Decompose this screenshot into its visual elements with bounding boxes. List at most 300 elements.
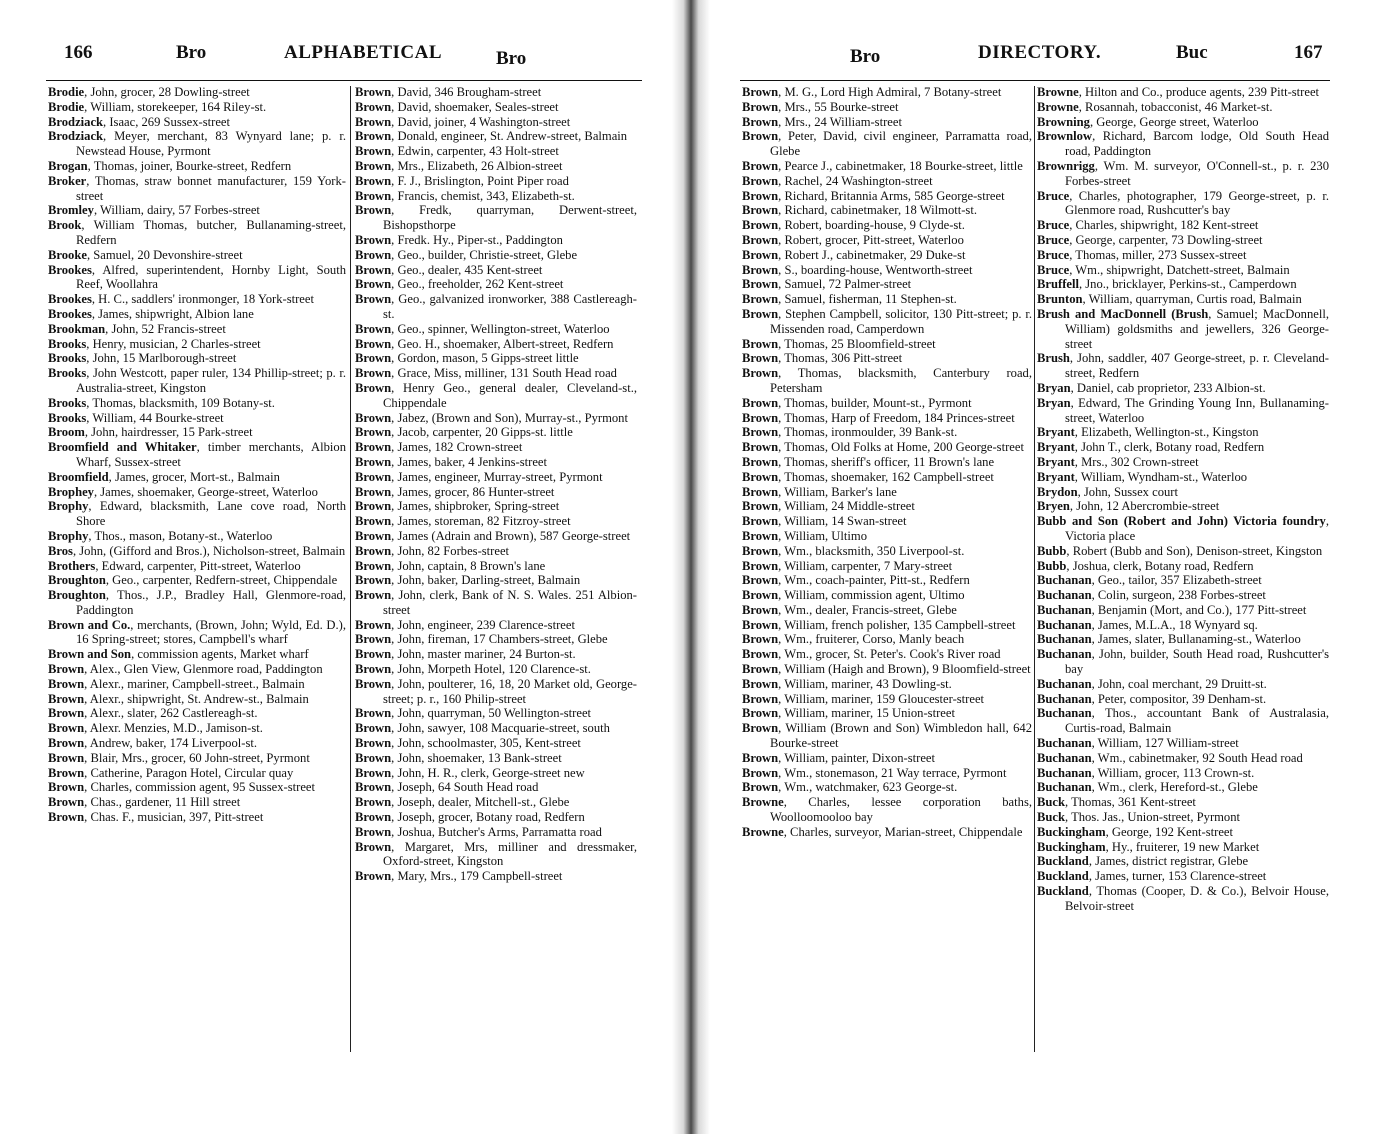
directory-entry	[355, 544, 637, 559]
entry-surname: Brown	[355, 558, 392, 573]
entry-details: , M. G., Lord High Admiral, 7 Botany-street	[778, 85, 1002, 99]
entry-surname: Buchanan	[1037, 691, 1092, 706]
directory-entry	[355, 559, 637, 574]
directory-entry	[48, 677, 346, 692]
entry-details: , Geo., freeholder, 262 Kent-street	[391, 277, 564, 292]
entry-surname: Brown	[742, 588, 779, 603]
entry-details: , Mrs., Elizabeth, 26 Albion-street	[391, 158, 563, 173]
directory-entry	[1037, 440, 1329, 455]
entry-surname: Brown	[742, 573, 779, 588]
directory-entry	[48, 292, 346, 307]
directory-entry	[742, 618, 1032, 633]
entry-details: , Wm., cabinetmaker, 92 South Head road	[1091, 750, 1303, 765]
directory-entry	[1037, 233, 1329, 248]
directory-entry	[48, 366, 346, 396]
directory-entry	[48, 810, 346, 825]
entry-surname: Brown	[742, 336, 779, 351]
directory-entry	[742, 85, 1032, 100]
directory-entry	[355, 322, 637, 337]
directory-entry	[742, 425, 1032, 440]
entry-surname: Brydon	[1037, 484, 1078, 499]
entry-surname: Brush	[1037, 351, 1070, 366]
directory-entry	[48, 766, 346, 781]
entry-details: , Robert, grocer, Pitt-street, Waterloo	[778, 232, 964, 247]
entry-details: , Mrs., 55 Bourke-street	[778, 99, 899, 114]
directory-entry	[742, 573, 1032, 588]
entry-surname: Brophy	[48, 528, 89, 543]
directory-entry	[48, 588, 346, 618]
entry-details: , Samuel; MacDonnell, William) goldsmiths and jewellers, 326 George-street	[1065, 306, 1329, 351]
entry-details: , James, grocer, 86 Hunter-street	[391, 484, 555, 499]
entry-details: , William, painter, Dixon-street	[778, 750, 936, 765]
entry-surname: Buchanan	[1037, 647, 1092, 662]
entry-details: , Alfred, superintendent, Hornby Light, South Reef, Woollahra	[76, 262, 346, 292]
entry-details: , Pearce J., cabinetmaker, 18 Bourke-street, little	[778, 158, 1023, 173]
directory-entry	[1037, 248, 1329, 263]
entry-details: , Victoria place	[1065, 514, 1329, 543]
entry-surname: Bryan	[1037, 380, 1071, 395]
entry-surname: Brown	[355, 144, 392, 159]
entry-surname: Brophy	[48, 499, 89, 514]
directory-entry	[355, 795, 637, 810]
entry-surname: Brown	[742, 662, 779, 677]
directory-entry	[48, 115, 346, 130]
directory-entry	[1037, 159, 1329, 189]
entry-details: , Wm., grocer, St. Peter's. Cook's River road	[778, 647, 1001, 662]
entry-surname: Brown	[355, 262, 392, 277]
entry-details: , Blair, Mrs., grocer, 60 John-street, Pyrmont	[84, 750, 310, 765]
entry-surname: Brooke	[48, 247, 87, 262]
directory-entry	[742, 559, 1032, 574]
entry-details: , William, mariner, 159 Gloucester-street	[778, 691, 985, 706]
directory-entry	[48, 736, 346, 751]
directory-entry	[1037, 825, 1329, 840]
directory-entry	[355, 233, 637, 248]
directory-entry	[48, 470, 346, 485]
entry-surname: Brown	[742, 262, 779, 277]
entry-details: , John, 15 Marlborough-street	[86, 351, 237, 366]
entry-surname: Brown	[742, 602, 779, 617]
entry-details: , John, 12 Abercrombie-street	[1069, 499, 1220, 514]
entry-details: , H. C., saddlers' ironmonger, 18 York-street	[91, 292, 314, 307]
entry-details: , Joseph, grocer, Botany road, Redfern	[391, 810, 585, 825]
directory-entry	[742, 588, 1032, 603]
entry-details: , William, Ultimo	[778, 528, 867, 543]
entry-surname: Brown	[355, 158, 392, 173]
header-rule	[740, 80, 1330, 81]
entry-details: , Charles, shipwright, 182 Kent-street	[1069, 218, 1259, 233]
entry-details: , John, poulterer, 16, 18, 20 Market old, George-street; p. r., 160 Philip-street	[383, 676, 637, 706]
directory-entry	[742, 396, 1032, 411]
entry-details: , Francis, chemist, 343, Elizabeth-st.	[391, 188, 575, 203]
entry-surname: Brown	[355, 188, 392, 203]
entry-details: , Thomas, sheriff's officer, 11 Brown's lane	[778, 454, 995, 469]
entry-details: , Wm., blacksmith, 350 Liverpool-st.	[778, 543, 965, 558]
entry-details: , Daniel, cab proprietor, 233 Albion-st.	[1070, 380, 1266, 395]
directory-entry	[355, 751, 637, 766]
entry-surname: Brown	[355, 647, 392, 662]
directory-entry	[742, 440, 1032, 455]
directory-entry	[742, 766, 1032, 781]
entry-surname: Brown	[742, 617, 779, 632]
entry-surname: Brown	[355, 839, 392, 854]
entry-surname: Bryant	[1037, 440, 1075, 455]
entry-details: , William, mariner, 15 Union-street	[778, 706, 955, 721]
directory-entry	[48, 203, 346, 218]
entry-surname: Brown	[742, 247, 779, 262]
directory-entry	[355, 706, 637, 721]
entry-surname: Brown	[355, 351, 392, 366]
directory-entry	[355, 662, 637, 677]
entry-surname: Brown	[355, 750, 392, 765]
directory-entry	[48, 351, 346, 366]
entry-surname: Brown	[355, 336, 392, 351]
entry-surname: Brodziack	[48, 129, 104, 144]
directory-entry	[742, 159, 1032, 174]
directory-entry	[355, 780, 637, 795]
directory-entry	[1037, 840, 1329, 855]
directory-entry	[48, 618, 346, 648]
entry-surname: Brown	[48, 765, 85, 780]
entry-details: , James, shipbroker, Spring-street	[391, 499, 560, 514]
entry-details: , William, 14 Swan-street	[778, 514, 907, 529]
entry-surname: Bubb	[1037, 543, 1067, 558]
entry-surname: Brown	[355, 795, 392, 810]
entry-details: , Alexr., mariner, Campbell-street., Balmain	[84, 676, 305, 691]
directory-entry	[355, 351, 637, 366]
entry-details: , John, 82 Forbes-street	[391, 543, 510, 558]
entry-surname: Bruffell	[1037, 277, 1079, 292]
entry-details: , Charles, commission agent, 95 Sussex-street	[84, 780, 316, 795]
entry-details: , Thomas, blacksmith, 109 Botany-st.	[86, 395, 275, 410]
entry-surname: Brown	[48, 706, 85, 721]
entry-surname: Buchanan	[1037, 588, 1092, 603]
entry-surname: Brookman	[48, 321, 106, 336]
directory-entry	[742, 499, 1032, 514]
directory-entry	[1037, 115, 1329, 130]
entry-surname: Brown	[355, 588, 392, 603]
entry-details: , William, storekeeper, 164 Riley-st.	[84, 99, 267, 114]
entry-details: , William, 127 William-street	[1091, 736, 1239, 751]
entry-details: , Wm., dealer, Francis-street, Glebe	[778, 602, 957, 617]
column-divider	[350, 86, 351, 1052]
entry-surname: Bryant	[1037, 454, 1075, 469]
entry-surname: Brown	[355, 85, 392, 99]
directory-entry	[355, 499, 637, 514]
directory-entry	[48, 795, 346, 810]
directory-entry	[48, 499, 346, 529]
entry-surname: Buchanan	[1037, 617, 1092, 632]
directory-entry	[1037, 736, 1329, 751]
entry-surname: Brownlow	[1037, 129, 1093, 144]
directory-entry	[742, 455, 1032, 470]
entry-surname: Brown	[355, 676, 392, 691]
entry-surname: Brown	[742, 514, 779, 529]
directory-entry	[355, 115, 637, 130]
entry-surname: Bryen	[1037, 499, 1070, 514]
directory-entry	[48, 174, 346, 204]
entry-surname: Brown	[742, 99, 779, 114]
directory-entry	[1037, 795, 1329, 810]
entry-details: , Isaac, 269 Sussex-street	[103, 114, 230, 129]
entry-details: , William, french polisher, 135 Campbell-street	[778, 617, 1016, 632]
entry-details: , Edward, carpenter, Pitt-street, Waterloo	[95, 558, 301, 573]
entry-surname: Buckland	[1037, 884, 1089, 899]
entry-surname: Bubb and Son (Robert and John) Victoria foundry	[1037, 514, 1326, 529]
directory-entry	[1037, 85, 1329, 100]
entry-details: , James, turner, 153 Clarence-street	[1088, 869, 1267, 884]
entry-surname: Broughton	[48, 573, 106, 588]
entry-surname: Brunton	[1037, 292, 1083, 307]
entry-details: , Charles, lessee corporation baths, Woolloomooloo bay	[770, 795, 1032, 825]
entry-surname: Brown	[355, 632, 392, 647]
entry-surname: Brown	[742, 499, 779, 514]
entry-details: , Hy., fruiterer, 19 new Market	[1105, 839, 1260, 854]
directory-entry	[742, 470, 1032, 485]
directory-entry	[1037, 218, 1329, 233]
entry-surname: Brown	[355, 277, 392, 292]
directory-entry	[1037, 263, 1329, 278]
entry-surname: Brown	[48, 780, 85, 795]
entry-details: , John, fireman, 17 Chambers-street, Glebe	[391, 632, 608, 647]
entry-surname: Brown	[742, 691, 779, 706]
directory-entry	[742, 366, 1032, 396]
entry-surname: Brodie	[48, 99, 85, 114]
entry-surname: Browning	[1037, 114, 1090, 129]
directory-entry	[742, 277, 1032, 292]
directory-entry	[742, 544, 1032, 559]
directory-entry	[742, 129, 1032, 159]
directory-entry	[48, 780, 346, 795]
entry-surname: Brogan	[48, 158, 88, 173]
entry-surname: Brown	[355, 99, 392, 114]
entry-details: , William (Haigh and Brown), 9 Bloomfield-street	[778, 662, 1031, 677]
entry-details: , Thomas (Cooper, D. & Co.), Belvoir House, Belvoir-street	[1065, 884, 1329, 913]
entry-surname: Buchanan	[1037, 632, 1092, 647]
entry-surname: Bryan	[1037, 395, 1071, 410]
entry-surname: Brown	[355, 617, 392, 632]
directory-entry	[355, 85, 637, 100]
entry-surname: Buchanan	[1037, 765, 1092, 780]
entry-surname: Buckland	[1037, 854, 1089, 869]
directory-entry	[355, 129, 637, 144]
entry-surname: Brown	[355, 203, 392, 218]
entry-surname: Buchanan	[1037, 676, 1092, 691]
entry-surname: Brown	[355, 129, 392, 144]
book-gutter	[672, 0, 710, 1134]
header-title: DIRECTORY.	[978, 42, 1102, 63]
entry-surname: Brown	[355, 869, 392, 884]
directory-column	[742, 85, 1032, 840]
entry-surname: Brothers	[48, 558, 96, 573]
entry-details: , George, 192 Kent-street	[1105, 824, 1234, 839]
entry-surname: Browne	[742, 824, 784, 839]
entry-details: , Chas., gardener, 11 Hill street	[84, 795, 241, 810]
directory-entry	[1037, 277, 1329, 292]
entry-details: , Wm., shipwright, Datchett-street, Balmain	[1069, 262, 1290, 277]
entry-surname: Brown	[48, 750, 85, 765]
entry-surname: Brown	[355, 514, 392, 529]
directory-column	[355, 85, 637, 884]
entry-details: , Samuel, 20 Devonshire-street	[86, 247, 243, 262]
entry-details: , Elizabeth, Wellington-st., Kingston	[1074, 425, 1259, 440]
directory-entry	[742, 233, 1032, 248]
directory-entry	[355, 381, 637, 411]
entry-details: , John, captain, 8 Brown's lane	[391, 558, 546, 573]
directory-entry	[48, 100, 346, 115]
directory-entry	[742, 292, 1032, 307]
header-right-keyword: Bro	[496, 48, 527, 69]
directory-entry	[742, 795, 1032, 825]
directory-entry	[1037, 100, 1329, 115]
entry-details: , James, baker, 4 Jenkins-street	[391, 454, 547, 469]
entry-surname: Brookes	[48, 262, 92, 277]
entry-details: , Edwin, carpenter, 43 Holt-street	[391, 144, 559, 159]
entry-details: , James, slater, Bullanaming-st., Waterloo	[1091, 632, 1301, 647]
entry-details: , Wm., clerk, Hereford-st., Glebe	[1091, 780, 1258, 795]
entry-details: , William, Barker's lane	[778, 484, 897, 499]
directory-entry	[355, 440, 637, 455]
directory-entry	[742, 529, 1032, 544]
entry-surname: Brown	[742, 351, 779, 366]
directory-entry	[355, 203, 637, 233]
directory-entry	[1037, 692, 1329, 707]
entry-surname: Brown	[48, 810, 85, 825]
directory-entry	[355, 337, 637, 352]
directory-entry	[48, 751, 346, 766]
directory-entry	[1037, 381, 1329, 396]
entry-surname: Buchanan	[1037, 736, 1092, 751]
entry-details: , Geo., galvanized ironworker, 388 Castlereagh-st.	[383, 292, 637, 321]
entry-details: , David, shoemaker, Seales-street	[391, 99, 559, 114]
directory-entry	[48, 647, 346, 662]
entry-details: , John, grocer, 28 Dowling-street	[84, 85, 250, 99]
entry-details: , Jacob, carpenter, 20 Gipps-st. little	[391, 425, 573, 440]
entry-surname: Brown	[742, 765, 779, 780]
entry-surname: Brown	[355, 173, 392, 188]
entry-details: , Mary, Mrs., 179 Campbell-street	[391, 869, 563, 884]
entry-surname: Brown	[355, 662, 392, 677]
entry-surname: Brown	[742, 232, 779, 247]
directory-entry	[1037, 129, 1329, 159]
header-left-keyword: Bro	[850, 46, 881, 67]
header-title: ALPHABETICAL	[284, 42, 443, 63]
directory-entry	[48, 411, 346, 426]
directory-column	[48, 85, 346, 825]
entry-surname: Brown	[742, 676, 779, 691]
entry-details: , Wm., watchmaker, 623 George-st.	[778, 780, 958, 795]
entry-details: , Geo., carpenter, Redfern-street, Chippendale	[105, 573, 338, 588]
entry-surname: Buckland	[1037, 869, 1089, 884]
entry-surname: Brownrigg	[1037, 158, 1095, 173]
directory-entry	[1037, 603, 1329, 618]
entry-surname: Brown	[355, 292, 392, 307]
directory-entry	[48, 544, 346, 559]
entry-surname: Brown	[355, 247, 392, 262]
entry-surname: Broom	[48, 425, 85, 440]
entry-details: , merchants, (Brown, John; Wyld, Ed. D.), 16 Spring-street; stores, Campbell's wharf	[76, 617, 346, 647]
entry-details: , John, (Gifford and Bros.), Nicholson-street, Balmain	[72, 543, 346, 558]
directory-entry	[355, 366, 637, 381]
entry-details: , George, carpenter, 73 Dowling-street	[1069, 232, 1263, 247]
entry-details: , John, baker, Darling-street, Balmain	[391, 573, 581, 588]
entry-details: , Joshua, clerk, Botany road, Redfern	[1066, 558, 1254, 573]
directory-entry	[1037, 780, 1329, 795]
directory-entry	[48, 425, 346, 440]
entry-details: , George, George street, Waterloo	[1089, 114, 1259, 129]
entry-surname: Brown	[355, 765, 392, 780]
entry-surname: Brown	[355, 380, 392, 395]
entry-details: , Fredk, quarryman, Derwent-street, Bishopsthorpe	[383, 203, 637, 233]
entry-details: , Geo. H., shoemaker, Albert-street, Redfern	[391, 336, 614, 351]
directory-entry	[355, 736, 637, 751]
entry-details: , Gordon, mason, 5 Gipps-street little	[391, 351, 579, 366]
entry-surname: Broomfield and Whitaker	[48, 440, 197, 455]
directory-entry	[742, 100, 1032, 115]
directory-entry	[1037, 189, 1329, 219]
entry-surname: Brown	[355, 721, 392, 736]
directory-entry	[1037, 632, 1329, 647]
left-page	[0, 0, 672, 1134]
entry-surname: Brooks	[48, 336, 87, 351]
entry-details: , John, coal merchant, 29 Druitt-st.	[1091, 676, 1267, 691]
entry-surname: Brown and Son	[48, 647, 132, 662]
entry-surname: Brown	[742, 114, 779, 129]
entry-surname: Brown	[742, 721, 779, 736]
entry-details: , William Thomas, butcher, Bullanaming-street, Redfern	[76, 218, 346, 247]
entry-surname: Buchanan	[1037, 602, 1092, 617]
directory-entry	[355, 840, 637, 870]
directory-entry	[355, 485, 637, 500]
directory-entry	[48, 573, 346, 588]
entry-details: , James, M.L.A., 18 Wynyard sq.	[1091, 617, 1258, 632]
entry-details: , John, sawyer, 108 Macquarie-street, south	[391, 721, 610, 736]
entry-surname: Buchanan	[1037, 750, 1092, 765]
entry-details: , John, clerk, Bank of N. S. Wales. 251 Albion-street	[383, 588, 637, 617]
directory-entry	[48, 337, 346, 352]
entry-details: , commission agents, Market wharf	[131, 647, 309, 662]
directory-entry	[48, 529, 346, 544]
directory-entry	[742, 751, 1032, 766]
entry-details: , Edward, blacksmith, Lane cove road, North Shore	[76, 499, 346, 529]
directory-entry	[1037, 869, 1329, 884]
directory-entry	[48, 706, 346, 721]
entry-surname: Brown	[742, 366, 779, 381]
entry-details: , Geo., dealer, 435 Kent-street	[391, 262, 543, 277]
entry-details: , Joseph, dealer, Mitchell-st., Glebe	[391, 795, 570, 810]
entry-details: , Charles, photographer, 179 George-street, p. r. Glenmore road, Rushcutter's bay	[1065, 188, 1329, 218]
entry-surname: Brown	[355, 810, 392, 825]
directory-entry	[1037, 470, 1329, 485]
directory-entry	[48, 559, 346, 574]
entry-details: , Thos., mason, Botany-st., Waterloo	[88, 528, 273, 543]
directory-entry	[48, 322, 346, 337]
directory-entry	[355, 159, 637, 174]
directory-entry	[742, 307, 1032, 337]
entry-details: , Richard, Barcom lodge, Old South Head road, Paddington	[1065, 129, 1329, 159]
entry-surname: Brown	[742, 410, 779, 425]
directory-entry	[355, 277, 637, 292]
page-number: 166	[64, 42, 93, 63]
entry-details: , Donald, engineer, St. Andrew-street, Balmain	[391, 129, 628, 144]
entry-details: , David, 346 Brougham-street	[391, 85, 542, 99]
entry-details: , Joshua, Butcher's Arms, Parramatta road	[391, 824, 602, 839]
directory-entry	[1037, 559, 1329, 574]
entry-surname: Browne	[742, 795, 784, 810]
entry-details: , Thomas, builder, Mount-st., Pyrmont	[778, 395, 972, 410]
entry-surname: Brown	[742, 647, 779, 662]
entry-details: , Mrs., 24 William-street	[778, 114, 902, 129]
